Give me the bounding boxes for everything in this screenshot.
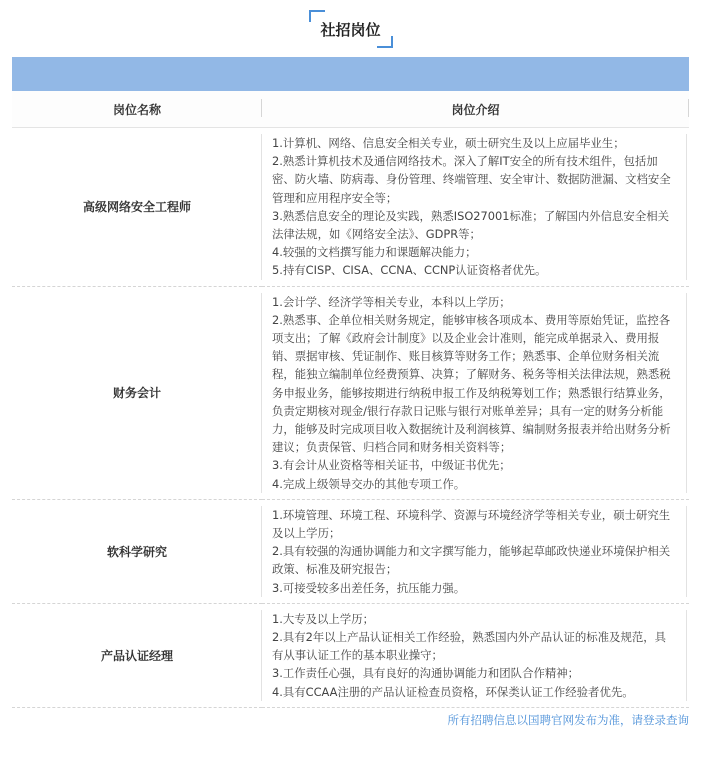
requirement-item: 1.计算机、网络、信息安全相关专业，硕士研究生及以上应届毕业生； — [272, 136, 625, 150]
requirement-item: 4.完成上级领导交办的其他专项工作。 — [272, 476, 466, 491]
table-row — [12, 603, 689, 707]
requirement-item: 3.熟悉信息安全的理论及实践，熟悉ISO27001标准；了解国内外信息安全相关法律法规，如《网络安全法》、GDPR等； — [272, 208, 669, 242]
header-banner — [12, 57, 689, 91]
requirement-item: 1.会计学、经济学等相关专业，本科以上学历； — [272, 294, 511, 309]
requirement-item: 1.大专及以上学历； — [272, 611, 374, 626]
requirement-item: 2.熟悉计算机技术及通信网络技术。深入了解IT安全的所有技术组件，包括加密、防火墙、防病毒、身份管理、终端管理、安全审计、数据防泄漏、文档安全管理和应用程序安全等； — [272, 154, 671, 205]
position-description — [262, 286, 689, 499]
table-row — [12, 128, 689, 287]
requirement-item: 4.较强的文档撰写能力和课题解决能力； — [272, 245, 477, 260]
column-separator — [686, 506, 687, 597]
column-separator — [686, 293, 687, 493]
requirement-item: 2.具有2年以上产品认证相关工作经验，熟悉国内外产品认证的标准及规范，具有从事认证工作的基本职业操守； — [272, 630, 667, 663]
column-header-position-name: 岗位名称 — [12, 91, 262, 128]
footer-note: 所有招聘信息以国聘官网发布为准，请登录查询 — [447, 712, 689, 727]
requirement-item: 2.具有较强的沟通协调能力和文字撰写能力，能够起草邮政快递业环境保护相关政策、标准及研究报告； — [272, 544, 671, 577]
table-header-row — [12, 91, 689, 128]
requirement-item: 3.工作责任心强，具有良好的沟通协调能力和团队合作精神； — [272, 666, 580, 681]
column-separator — [686, 610, 687, 701]
requirement-item: 1.环境管理、环境工程、环境科学、资源与环境经济学等相关专业，硕士研究生及以上学历； — [272, 507, 671, 541]
column-header-position-intro: 岗位介绍 — [262, 91, 689, 128]
positions-table — [12, 91, 689, 708]
requirement-item: 5.持有CISP、CISA、CCNA、CCNP认证资格者优先。 — [272, 263, 547, 278]
requirement-item: 3.可接受较多出差任务，抗压能力强。 — [272, 580, 466, 595]
position-name: 产品认证经理 — [12, 603, 262, 707]
position-description — [262, 128, 689, 287]
table-row — [12, 499, 689, 603]
position-name: 高级网络安全工程师 — [12, 128, 262, 287]
requirement-item: 4.具有CCAA注册的产品认证检查员资格，环保类认证工作经验者优先。 — [272, 684, 634, 699]
position-name: 财务会计 — [12, 286, 262, 499]
title-area — [0, 0, 701, 57]
column-separator — [688, 99, 689, 117]
position-description — [262, 499, 689, 603]
requirement-item: 2.熟悉事、企单位相关财务规定，能够审核各项成本、费用等原始凭证，监控各项支出；了解《政府会计制度》以及企业会计准则，能完成单据录入、费用报销、票据审核、凭证制作、账目核算等财务工作；熟悉事、企单位财务相关流程，能独立编制单位经费预算、决算；了解财务、税务等相关法律法规，熟悉税务申报业务，能够按期进行纳税申报工作及纳税筹划工作；熟悉银行结算业务，负责定期核对现金/银行存款日记账与银行对账单差异；具有一定的财务分析能力，能够及时完成项目收入数据统计及利润核算、编制财务报表并给出财务分析建议；负责保管、归档合同和财务相关资料等； — [272, 312, 671, 455]
page-title: 社招岗位 — [320, 21, 381, 39]
position-name: 软科学研究 — [12, 499, 262, 603]
requirement-item: 3.有会计从业资格等相关证书，中级证书优先； — [272, 458, 511, 473]
table-row — [12, 286, 689, 499]
title-frame — [309, 10, 393, 48]
column-separator — [686, 134, 687, 280]
position-description — [262, 603, 689, 707]
